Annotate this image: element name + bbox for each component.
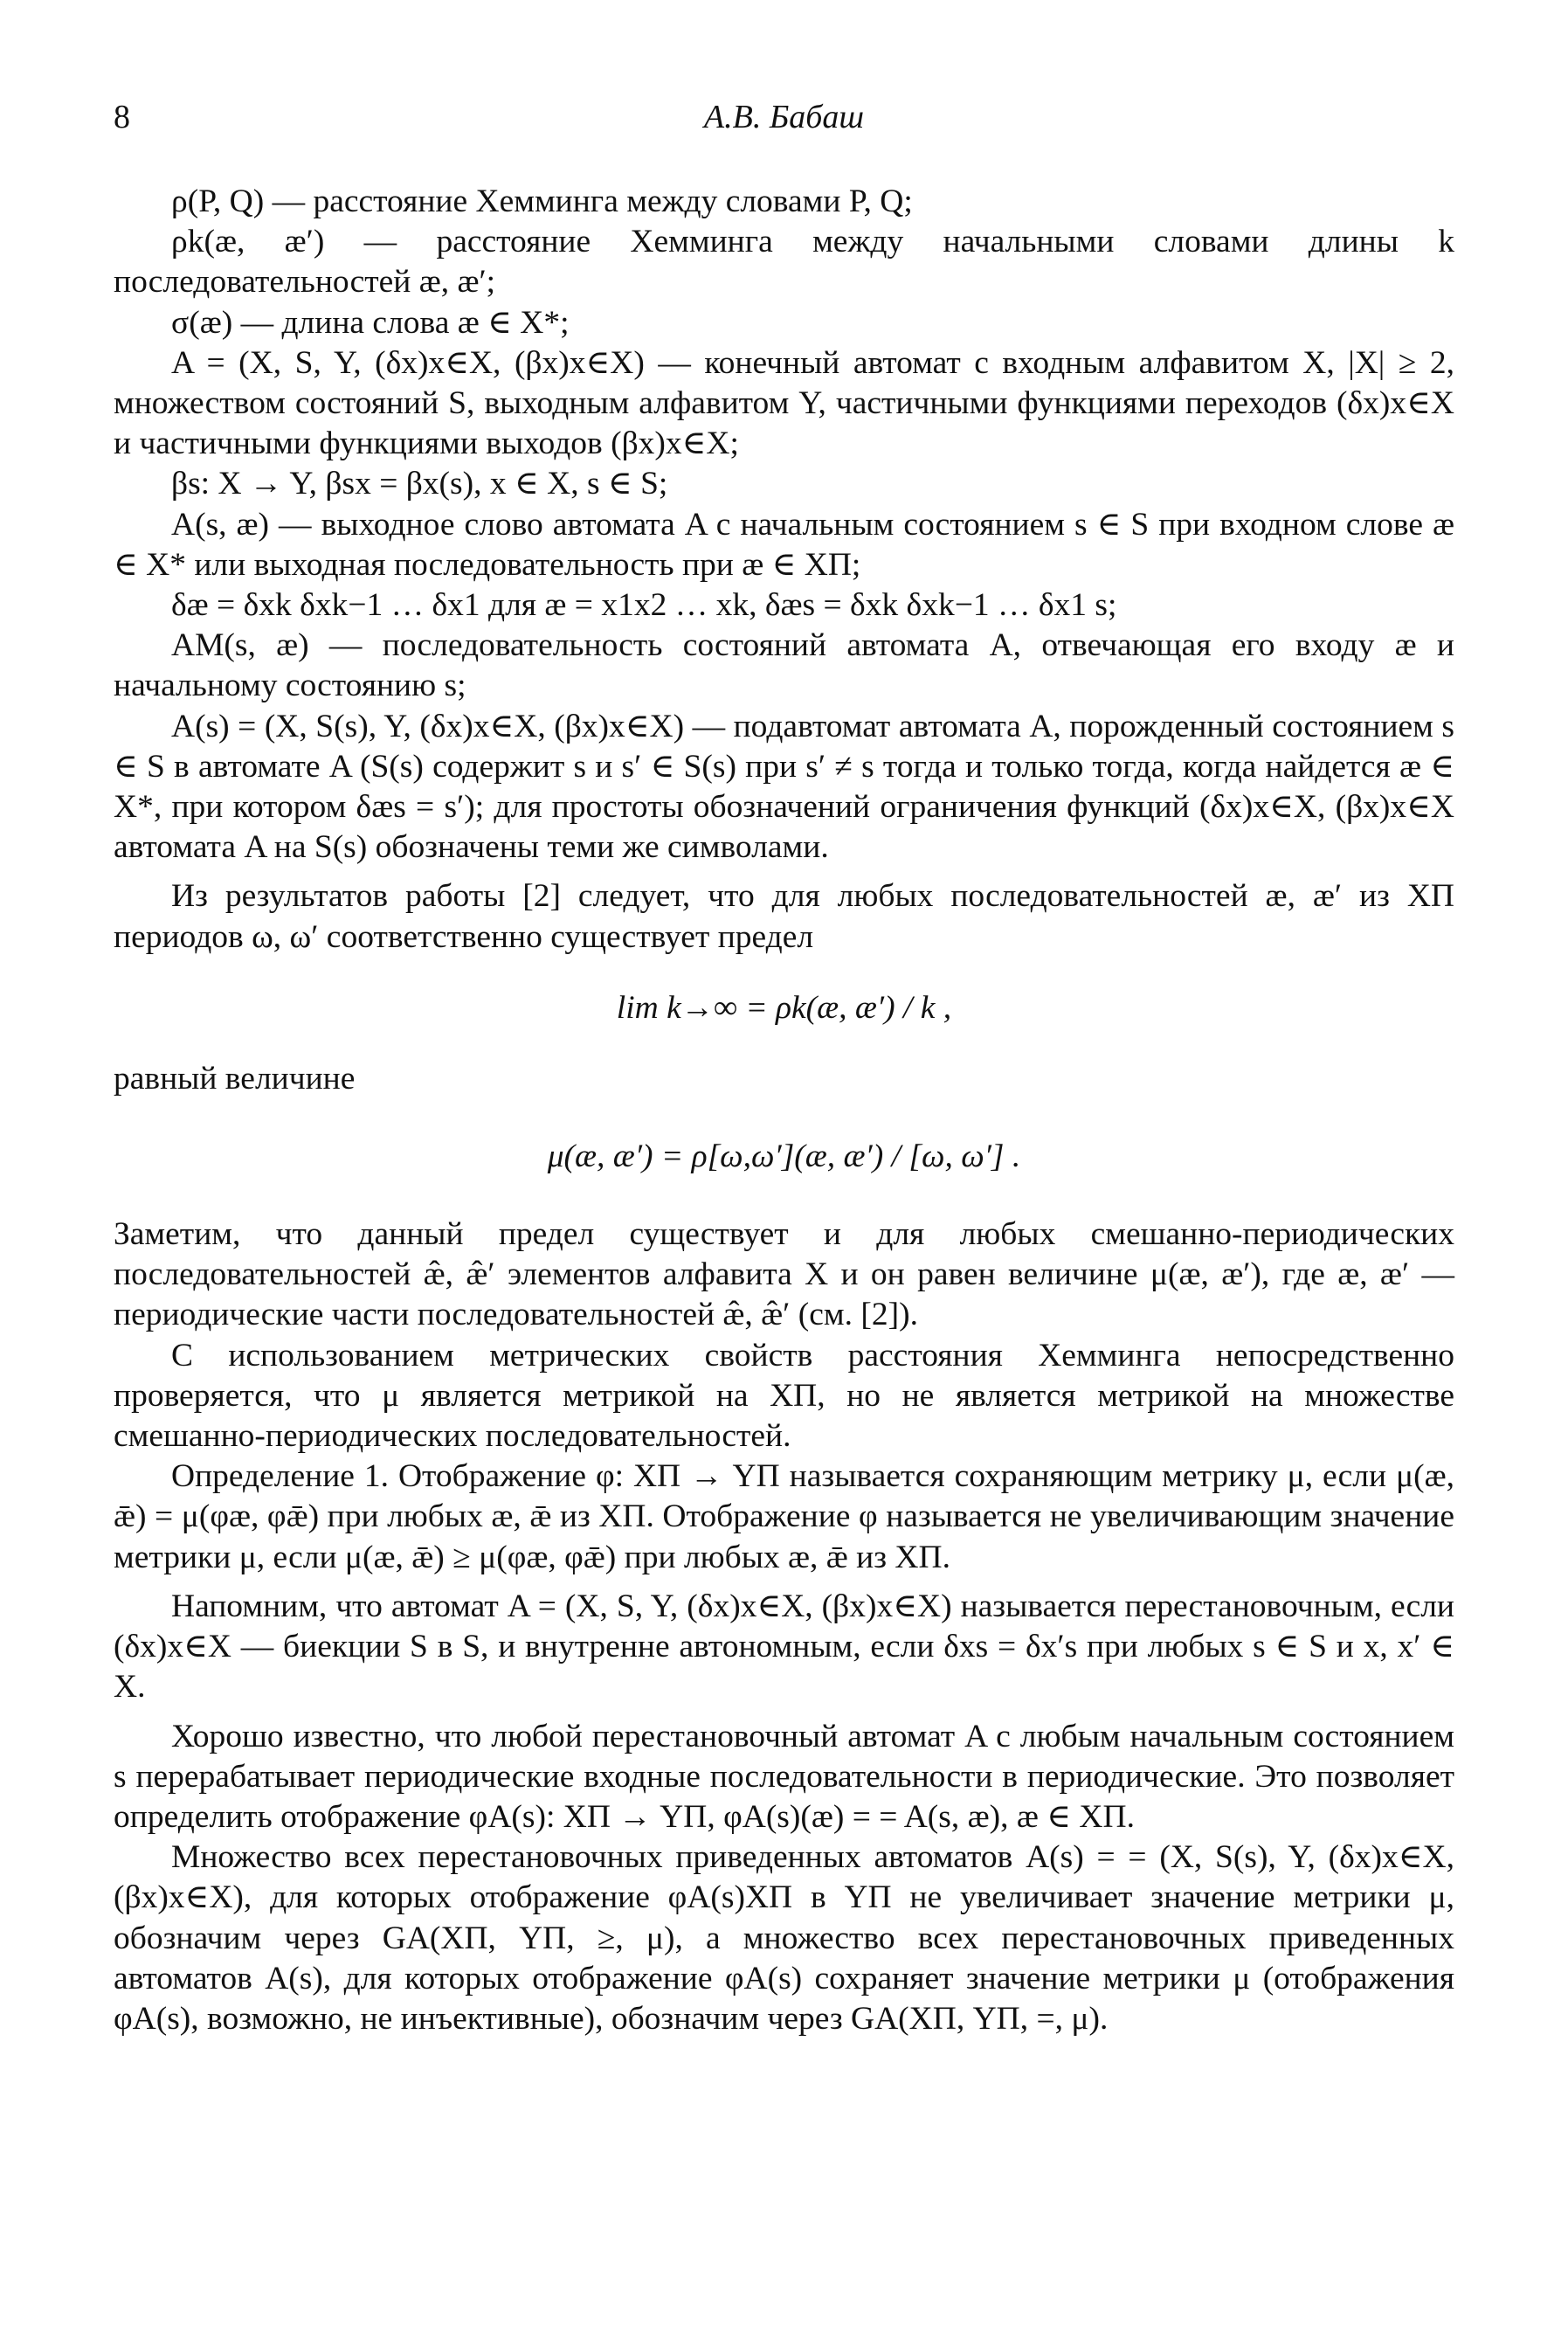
formula-limit: lim k→∞ = ρk(æ, æ′) / k , [616, 989, 952, 1026]
paragraph-word-length: σ(æ) — длина слова æ ∈ X*; [171, 304, 570, 341]
paragraph-hamming-distance: ρ(P, Q) — расстояние Хемминга между словами P, Q; [171, 183, 913, 219]
paragraph-periodic-mapping: Хорошо известно, что любой перестановочный автомат A с любым начальным состоянием s перерабатывает периодические входные последовательности в периодические. Это позволяет определить отображение φA(s): XΠ → YΠ, φA(s)(æ) = = A(s, æ), æ ∈ XΠ. [114, 1718, 1454, 1835]
paragraph-state-sequence: AM(s, æ) — последовательность состояний автомата A, отвечающая его входу æ и начальному состоянию s; [114, 627, 1454, 704]
paragraph-automaton-definition: A = (X, S, Y, (δx)x∈X, (βx)x∈X) — конечный автомат с входным алфавитом X, |X| ≥ 2, множеством состояний S, выходным алфавитом Y, частичными функциями переходов (δx)x∈X и частичными функциями выходов (βx)x∈X; [114, 344, 1454, 462]
running-head: А.В. Бабаш [703, 99, 865, 135]
paragraph-subautomaton: A(s) = (X, S(s), Y, (δx)x∈X, (βx)x∈X) — подавтомат автомата A, порожденный состоянием s ∈ S в автомате A (S(s) содержит s и s′ ∈ S(s) при s′ ≠ s тогда и только тогда, когда найдется æ ∈ X*, при котором δæs = s′); для простоты обозначений ограничения функций (δx)x∈X, (βx)x∈X автомата A на S(s) обозначены теми же символами. [114, 708, 1454, 866]
paragraph-ga-sets: Множество всех перестановочных приведенных автоматов A(s) = = (X, S(s), Y, (δx)x∈X, (βx)x∈X), для которых отображение φA(s)XΠ в YΠ не увеличивает значение метрики μ, обозначим через GA(XΠ, YΠ, ≥, μ), а множество всех перестановочных приведенных автоматов A(s), для которых отображение φA(s) сохраняет значение метрики μ (отображения φA(s), возможно, не инъективные), обозначим через GA(XΠ, YΠ, =, μ). [114, 1839, 1454, 2037]
paragraph-mixed-periodic: Заметим, что данный предел существует и для любых смешанно-периодических последовательностей æ̂, æ̂′ элементов алфавита X и он равен величине μ(æ, æ′), где æ, æ′ — периодические части последовательностей æ̂, æ̂′ (см. [2]). [114, 1216, 1454, 1333]
paragraph-limit-intro: Из результатов работы [2] следует, что для любых последовательностей æ, æ′ из XΠ периодов ω, ω′ соответственно существует предел [114, 878, 1454, 955]
paragraph-output-function: βs: X → Y, βsx = βx(s), x ∈ X, s ∈ S; [171, 466, 668, 502]
page-number: 8 [114, 99, 130, 135]
paragraph-hamming-prefix-distance: ρk(æ, æ′) — расстояние Хемминга между начальными словами длины k последовательностей æ, æ′; [114, 224, 1454, 301]
paragraph-permutation-automaton: Напомним, что автомат A = (X, S, Y, (δx)x∈X, (βx)x∈X) называется перестановочным, если (δx)x∈X — биекции S в S, и внутренне автономным, если δxs = δx′s при любых s ∈ S и x, x′ ∈ X. [114, 1588, 1454, 1706]
paragraph-definition-1: Определение 1. Отображение φ: XΠ → YΠ называется сохраняющим метрику μ, если μ(æ, ǣ) = μ(φæ, φǣ) при любых æ, ǣ из XΠ. Отображение φ называется не увеличивающим значение метрики μ, если μ(æ, ǣ) ≥ μ(φæ, φǣ) при любых æ, ǣ из XΠ. [114, 1458, 1454, 1575]
formula-mu-metric: μ(æ, æ′) = ρ[ω,ω′](æ, æ′) / [ω, ω′] . [547, 1138, 1021, 1174]
paragraph-transition-composition: δæ = δxk δxk−1 … δx1 для æ = x1x2 … xk, δæs = δxk δxk−1 … δx1 s; [171, 587, 1117, 624]
paragraph-equal-to: равный величине [114, 1060, 356, 1097]
paragraph-output-word: A(s, æ) — выходное слово автомата A с начальным состоянием s ∈ S при входном слове æ ∈ X* или выходная последовательность при æ ∈ XΠ; [114, 506, 1454, 583]
paragraph-metric-property: С использованием метрических свойств расстояния Хемминга непосредственно проверяется, что μ является метрикой на XΠ, но не является метрикой на множестве смешанно-периодических последовательностей. [114, 1337, 1454, 1455]
page-header [114, 98, 1454, 142]
page-body [114, 182, 1454, 2039]
